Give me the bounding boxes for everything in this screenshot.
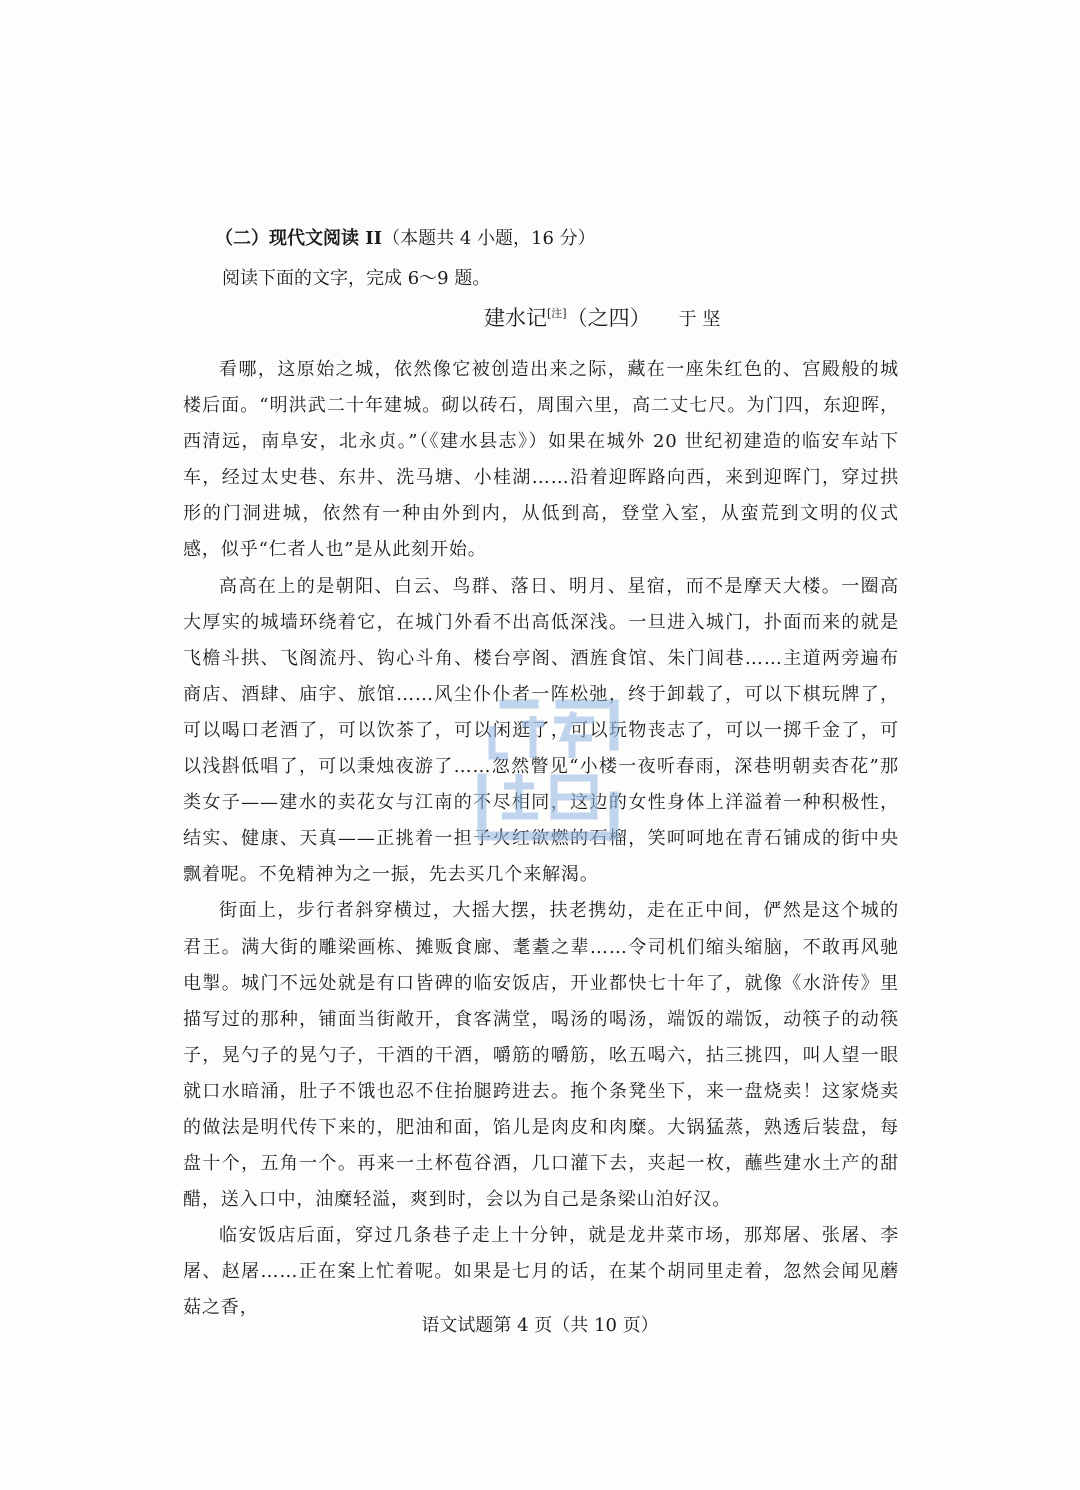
section-heading-score: （本题共 4 小题，16 分）: [382, 228, 596, 249]
paragraph: 高高在上的是朝阳、白云、鸟群、落日、明月、星宿，而不是摩天大楼。一圈高大厚实的城墙环绕着它，在城门外看不出高低深浅。一旦进入城门，扑面而来的就是飞檐斗拱、飞阁流丹、钩心斗角、楼台亭阁、酒旌食馆、朱门闾巷……主道两旁遍布商店、酒肆、庙宇、旅馆……风尘仆仆者一阵松弛，终于卸载了，可以下棋玩牌了，可以喝口老酒了，可以饮茶了，可以闲逛了，可以玩物丧志了，可以一掷千金了，可以浅斟低唱了，可以秉烛夜游了……忽然瞥见“小楼一夜听春雨，深巷明朝卖杏花”那类女子——建水的卖花女与江南的不尽相同，这边的女性身体上洋溢着一种积极性，结实、健康、天真——正挑着一担子火红欲燃的石榴，笑呵呵地在青石铺成的街中央飘着呢。不免精神为之一振，先去买几个来解渴。: [183, 575, 899, 886]
section-heading-title: （二）现代文阅读 II: [215, 228, 383, 249]
article-author: 于 坚: [678, 309, 721, 330]
article-title: 建水记: [484, 306, 547, 330]
paragraph: 看哪，这原始之城，依然像它被创造出来之际，藏在一座朱红色的、宫殿般的城楼后面。“明洪武二十年建城。砌以砖石，周围六里，高二丈七尺。为门四，东迎晖，西清远，南阜安，北永贞。”（《建水县志》）如果在城外 20 世纪初建造的临安车站下车，经过太史巷、东井、洗马塘、小桂湖……沿着迎晖路向西，来到迎晖门，穿过拱形的门洞进城，依然有一种由外到内，从低到高，登堂入室，从蛮荒到文明的仪式感，似乎“仁者人也”是从此刻开始。: [183, 359, 899, 561]
article-body: [183, 352, 899, 1327]
section-heading: [215, 226, 596, 252]
page-footer: 语文试题第 4 页（共 10 页）: [421, 1315, 659, 1336]
paragraph: 临安饭店后面，穿过几条巷子走上十分钟，就是龙井菜市场，那郑屠、张屠、李屠、赵屠……正在案上忙着呢。如果是七月的话，在某个胡同里走着，忽然会闻见蘑菇之香，: [183, 1225, 899, 1319]
article-subtitle: （之四）: [566, 306, 651, 330]
paragraph: 街面上，步行者斜穿横过，大摇大摆，扶老携幼，走在正中间，俨然是这个城的君王。满大街的雕梁画栋、摊贩食廊、耄耋之辈……令司机们缩头缩脑，不敢再风驰电掣。城门不远处就是有口皆碑的临安饭店，开业都快七十年了，就像《水浒传》里描写过的那种，铺面当街敞开，食客满堂，喝汤的喝汤，端饭的端饭，动筷子的动筷子，晃勺子的晃勺子，干酒的干酒，嚼筋的嚼筋，吆五喝六，拈三挑四，叫人望一眼就口水暗涌，肚子不饿也忍不住抬腿跨进去。拖个条凳坐下，来一盘烧卖！这家烧卖的做法是明代传下来的，肥油和面，馅儿是肉皮和肉糜。大锅猛蒸，熟透后装盘，每盘十个，五角一个。再来一土杯苞谷酒，几口灌下去，夹起一枚，蘸些建水土产的甜醋，送入口中，油糜轻溢，爽到时，会以为自己是条梁山泊好汉。: [183, 900, 899, 1211]
footnote-marker: [注]: [547, 307, 567, 320]
article-title-line: [484, 303, 720, 335]
reading-instruction: 阅读下面的文字，完成 6～9 题。: [222, 268, 491, 289]
